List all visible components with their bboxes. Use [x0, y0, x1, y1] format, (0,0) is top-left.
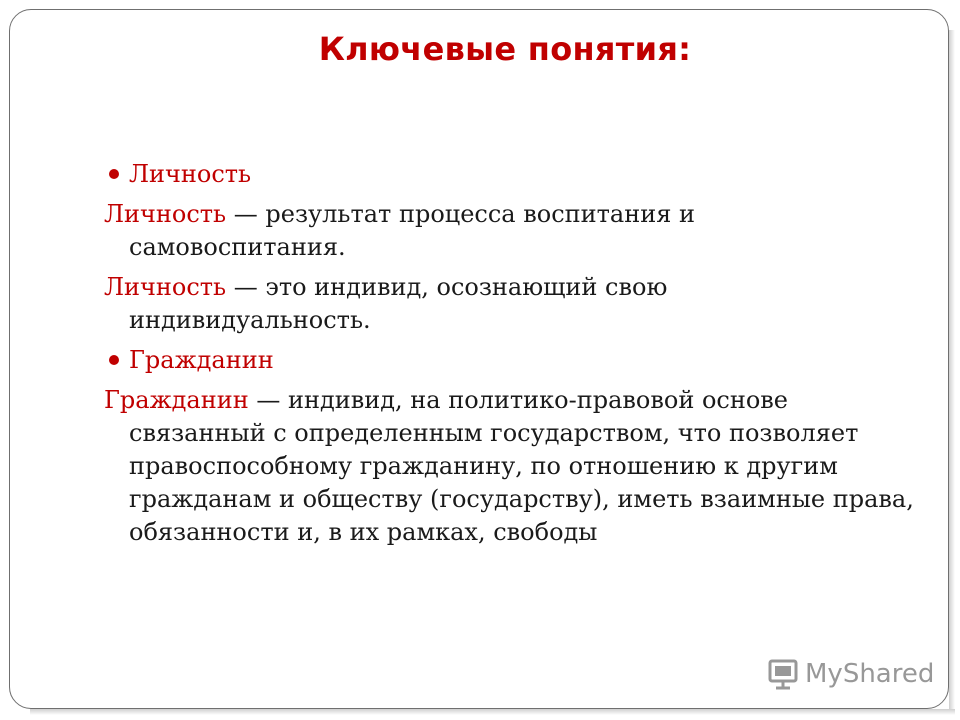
frame-shadow-bottom	[30, 709, 955, 715]
bullet-label: Личность	[129, 160, 252, 188]
term-highlight: Гражданин	[104, 386, 249, 414]
definition-text: — результат процесса воспитания и самовоспитания.	[129, 200, 695, 261]
definition-paragraph-1	[104, 198, 914, 264]
bullet-item-lichnost	[104, 158, 914, 191]
bullet-dot-icon	[107, 167, 121, 181]
presentation-board-icon	[766, 657, 800, 691]
term-highlight: Личность	[104, 273, 227, 301]
definition-paragraph-3	[104, 384, 914, 549]
definition-text: — это индивид, осознающий свою индивидуальность.	[129, 273, 668, 334]
bullet-item-grazhdanin	[104, 344, 914, 377]
slide-content	[104, 158, 914, 556]
bullet-dot-icon	[107, 353, 121, 367]
watermark-text: MyShared	[805, 659, 935, 689]
bullet-label: Гражданин	[129, 346, 274, 374]
definition-paragraph-2	[104, 271, 914, 337]
term-highlight: Личность	[104, 200, 227, 228]
frame-shadow-right	[949, 30, 955, 712]
slide-title: Ключевые понятия:	[318, 30, 692, 68]
myshared-watermark	[766, 654, 934, 694]
definition-text: — индивид, на политико-правовой основе связанный с определенным государством, что позволяет правоспособному гражданину, по отношению к другим гражданам и обществу (государству), иметь взаимные права, обязанности и, в их рамках, свободы	[129, 386, 914, 546]
